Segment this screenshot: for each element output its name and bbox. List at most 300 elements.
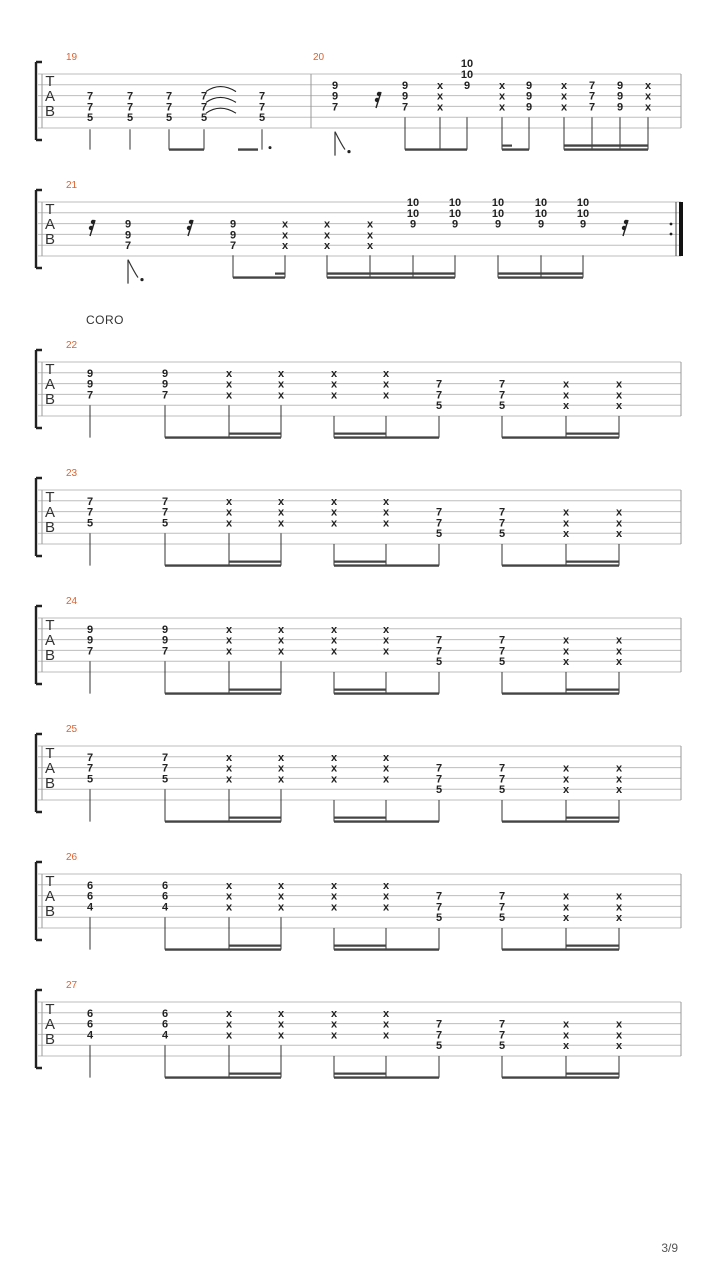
- fret-number: 5: [86, 517, 94, 530]
- muted-note: x: [644, 90, 652, 103]
- muted-note: x: [277, 645, 285, 658]
- muted-note: x: [382, 378, 390, 391]
- muted-note: x: [615, 1029, 623, 1042]
- muted-note: x: [330, 623, 338, 636]
- fret-number: 10: [460, 58, 474, 71]
- muted-note: x: [277, 389, 285, 402]
- fret-number: 9: [331, 90, 339, 103]
- fret-number: 9: [229, 218, 237, 231]
- muted-note: x: [225, 1029, 233, 1042]
- tab-clef-letter: A: [44, 88, 56, 105]
- fret-number: 7: [435, 901, 443, 914]
- muted-note: x: [330, 389, 338, 402]
- dot: [347, 150, 350, 153]
- muted-note: x: [330, 1007, 338, 1020]
- fret-number: 5: [161, 773, 169, 786]
- fret-number: 9: [161, 634, 169, 647]
- tab-clef-letter: B: [44, 775, 56, 792]
- fret-number: 5: [498, 1040, 506, 1053]
- fret-number: 7: [86, 506, 94, 519]
- fret-number: 7: [498, 1018, 506, 1031]
- fret-number: 5: [498, 528, 506, 541]
- fret-number: 5: [435, 1040, 443, 1053]
- fret-number: 5: [435, 912, 443, 925]
- measure-number: 26: [66, 852, 78, 863]
- muted-note: x: [366, 240, 374, 253]
- fret-number: 9: [579, 218, 587, 231]
- fret-number: 5: [435, 784, 443, 797]
- fret-number: 9: [86, 378, 94, 391]
- fret-number: 5: [498, 656, 506, 669]
- muted-note: x: [330, 367, 338, 380]
- fret-number: 9: [537, 218, 545, 231]
- fret-number: 5: [498, 400, 506, 413]
- fret-number: 7: [200, 101, 208, 114]
- fret-number: 6: [161, 879, 169, 892]
- fret-number: 9: [409, 218, 417, 231]
- fret-number: 4: [86, 1029, 94, 1042]
- tab-clef-letter: T: [45, 73, 55, 90]
- muted-note: x: [330, 890, 338, 903]
- measure-number: 23: [66, 468, 78, 479]
- fret-number: 6: [161, 1007, 169, 1020]
- tie-curve: [206, 87, 236, 92]
- fret-number: 10: [491, 197, 505, 209]
- fret-number: 9: [401, 90, 409, 103]
- muted-note: x: [382, 634, 390, 647]
- muted-note: x: [436, 101, 444, 114]
- tab-clef-letter: A: [44, 376, 56, 393]
- muted-note: x: [498, 90, 506, 103]
- muted-note: x: [225, 751, 233, 764]
- tab-clef-letter: B: [44, 519, 56, 536]
- repeat-dot: [670, 223, 673, 226]
- fret-number: 9: [229, 229, 237, 242]
- muted-note: x: [225, 645, 233, 658]
- fret-number: 9: [331, 79, 339, 92]
- muted-note: x: [562, 1029, 570, 1042]
- fret-number: 7: [126, 101, 134, 114]
- muted-note: x: [615, 901, 623, 914]
- note-flag: [128, 260, 138, 284]
- fret-number: 7: [165, 90, 173, 103]
- fret-number: 9: [86, 367, 94, 380]
- muted-note: x: [436, 90, 444, 103]
- fret-number: 7: [161, 762, 169, 775]
- section-label-coro: CORO: [86, 313, 124, 327]
- muted-note: x: [330, 495, 338, 508]
- muted-note: x: [562, 528, 570, 541]
- muted-note: x: [330, 1018, 338, 1031]
- fret-number: 7: [498, 1029, 506, 1042]
- muted-note: x: [225, 762, 233, 775]
- fret-number: 7: [498, 634, 506, 647]
- muted-note: x: [562, 912, 570, 925]
- fret-number: 7: [401, 101, 409, 114]
- muted-note: x: [562, 773, 570, 786]
- muted-note: x: [562, 634, 570, 647]
- fret-number: 7: [435, 773, 443, 786]
- fret-number: 7: [86, 90, 94, 103]
- muted-note: x: [382, 389, 390, 402]
- fret-number: 7: [498, 773, 506, 786]
- fret-number: 7: [86, 751, 94, 764]
- fret-number: 9: [401, 79, 409, 92]
- muted-note: x: [277, 1029, 285, 1042]
- page-number: 3/9: [661, 1241, 678, 1255]
- fret-number: 9: [463, 79, 471, 92]
- muted-note: x: [366, 218, 374, 231]
- fret-number: 7: [435, 645, 443, 658]
- fret-number: 7: [435, 517, 443, 530]
- muted-note: x: [225, 773, 233, 786]
- muted-note: x: [277, 378, 285, 391]
- muted-note: x: [562, 1018, 570, 1031]
- muted-note: x: [225, 506, 233, 519]
- tab-clef-letter: B: [44, 391, 56, 408]
- muted-note: x: [330, 879, 338, 892]
- muted-note: x: [382, 495, 390, 508]
- tab-clef-letter: B: [44, 103, 56, 120]
- muted-note: x: [225, 1007, 233, 1020]
- tie-curve: [206, 97, 236, 102]
- muted-note: x: [277, 634, 285, 647]
- fret-number: 7: [258, 101, 266, 114]
- muted-note: x: [382, 623, 390, 636]
- muted-note: x: [615, 517, 623, 530]
- fret-number: 10: [576, 207, 590, 220]
- fret-number: 7: [498, 378, 506, 391]
- muted-note: x: [562, 517, 570, 530]
- fret-number: 9: [525, 101, 533, 114]
- fret-number: 5: [86, 773, 94, 786]
- muted-note: x: [562, 656, 570, 669]
- fret-number: 9: [124, 218, 132, 231]
- fret-number: 5: [435, 656, 443, 669]
- fret-number: 10: [491, 207, 505, 220]
- fret-number: 7: [161, 751, 169, 764]
- tab-clef-letter: B: [44, 647, 56, 664]
- muted-note: x: [330, 378, 338, 391]
- muted-note: x: [323, 218, 331, 231]
- muted-note: x: [615, 634, 623, 647]
- fret-number: 10: [448, 197, 462, 209]
- fret-number: 7: [86, 495, 94, 508]
- fret-number: 7: [435, 389, 443, 402]
- measure-number: 21: [66, 180, 78, 191]
- fret-number: 7: [165, 101, 173, 114]
- fret-number: 7: [86, 101, 94, 114]
- tab-clef-letter: A: [44, 504, 56, 521]
- muted-note: x: [562, 506, 570, 519]
- fret-number: 6: [86, 890, 94, 903]
- fret-number: 10: [460, 69, 474, 81]
- tab-clef-letter: T: [45, 489, 55, 506]
- tab-clef-letter: A: [44, 760, 56, 777]
- fret-number: 9: [525, 90, 533, 103]
- muted-note: x: [277, 1018, 285, 1031]
- muted-note: x: [382, 751, 390, 764]
- fret-number: 7: [435, 634, 443, 647]
- fret-number: 4: [86, 901, 94, 914]
- fret-number: 6: [161, 890, 169, 903]
- rest-dot: [377, 92, 381, 96]
- muted-note: x: [382, 890, 390, 903]
- muted-note: x: [562, 400, 570, 413]
- fret-number: 7: [435, 762, 443, 775]
- muted-note: x: [225, 389, 233, 402]
- muted-note: x: [615, 912, 623, 925]
- muted-note: x: [615, 506, 623, 519]
- muted-note: x: [330, 506, 338, 519]
- fret-number: 7: [331, 101, 339, 114]
- fret-number: 6: [86, 879, 94, 892]
- fret-number: 6: [86, 1018, 94, 1031]
- fret-number: 7: [200, 90, 208, 103]
- fret-number: 5: [258, 112, 266, 125]
- fret-number: 7: [161, 645, 169, 658]
- muted-note: x: [644, 79, 652, 92]
- fret-number: 7: [161, 389, 169, 402]
- muted-note: x: [382, 517, 390, 530]
- muted-note: x: [382, 645, 390, 658]
- fret-number: 7: [124, 240, 132, 253]
- fret-number: 5: [86, 112, 94, 125]
- tab-clef-letter: T: [45, 873, 55, 890]
- muted-note: x: [615, 378, 623, 391]
- muted-note: x: [330, 751, 338, 764]
- muted-note: x: [615, 528, 623, 541]
- fret-number: 7: [588, 90, 596, 103]
- fret-number: 7: [86, 762, 94, 775]
- muted-note: x: [562, 378, 570, 391]
- muted-note: x: [277, 623, 285, 636]
- fret-number: 7: [498, 506, 506, 519]
- muted-note: x: [615, 762, 623, 775]
- fret-number: 7: [498, 517, 506, 530]
- muted-note: x: [225, 623, 233, 636]
- muted-note: x: [382, 367, 390, 380]
- muted-note: x: [277, 879, 285, 892]
- rest-dot: [91, 220, 95, 224]
- fret-number: 10: [534, 207, 548, 220]
- fret-number: 5: [435, 400, 443, 413]
- fret-number: 10: [534, 197, 548, 209]
- muted-note: x: [382, 773, 390, 786]
- muted-note: x: [615, 645, 623, 658]
- muted-note: x: [562, 784, 570, 797]
- muted-note: x: [225, 901, 233, 914]
- fret-number: 4: [161, 901, 169, 914]
- muted-note: x: [615, 784, 623, 797]
- muted-note: x: [560, 79, 568, 92]
- fret-number: 7: [435, 1018, 443, 1031]
- fret-number: 7: [498, 890, 506, 903]
- muted-note: x: [560, 101, 568, 114]
- muted-note: x: [277, 751, 285, 764]
- fret-number: 7: [435, 378, 443, 391]
- muted-note: x: [330, 1029, 338, 1042]
- fret-number: 9: [86, 634, 94, 647]
- tab-clef-letter: T: [45, 201, 55, 218]
- muted-note: x: [277, 890, 285, 903]
- muted-note: x: [281, 218, 289, 231]
- muted-note: x: [615, 890, 623, 903]
- tab-clef-letter: A: [44, 888, 56, 905]
- fret-number: 5: [498, 912, 506, 925]
- muted-note: x: [562, 890, 570, 903]
- dot: [269, 146, 272, 149]
- fret-number: 7: [258, 90, 266, 103]
- fret-number: 9: [161, 378, 169, 391]
- muted-note: x: [225, 378, 233, 391]
- measure-number: 20: [313, 52, 325, 63]
- fret-number: 5: [161, 517, 169, 530]
- muted-note: x: [225, 634, 233, 647]
- fret-number: 9: [161, 623, 169, 636]
- fret-number: 7: [126, 90, 134, 103]
- rest-dot: [189, 220, 193, 224]
- muted-note: x: [382, 762, 390, 775]
- fret-number: 7: [498, 762, 506, 775]
- muted-note: x: [323, 240, 331, 253]
- fret-number: 7: [498, 645, 506, 658]
- muted-note: x: [277, 773, 285, 786]
- fret-number: 9: [451, 218, 459, 231]
- fret-number: 10: [406, 207, 420, 220]
- fret-number: 5: [200, 112, 208, 125]
- fret-number: 7: [498, 389, 506, 402]
- muted-note: x: [277, 367, 285, 380]
- muted-note: x: [277, 495, 285, 508]
- fret-number: 9: [525, 79, 533, 92]
- muted-note: x: [382, 1007, 390, 1020]
- muted-note: x: [330, 901, 338, 914]
- muted-note: x: [277, 901, 285, 914]
- muted-note: x: [225, 367, 233, 380]
- fret-number: 4: [161, 1029, 169, 1042]
- repeat-dot: [670, 233, 673, 236]
- muted-note: x: [615, 1018, 623, 1031]
- rest-dot: [187, 226, 191, 230]
- muted-note: x: [330, 773, 338, 786]
- muted-note: x: [225, 879, 233, 892]
- muted-note: x: [277, 517, 285, 530]
- tab-clef-letter: A: [44, 632, 56, 649]
- fret-number: 10: [448, 207, 462, 220]
- fret-number: 6: [161, 1018, 169, 1031]
- note-flag: [335, 132, 345, 156]
- muted-note: x: [330, 517, 338, 530]
- tab-clef-letter: T: [45, 745, 55, 762]
- fret-number: 5: [498, 784, 506, 797]
- muted-note: x: [562, 645, 570, 658]
- muted-note: x: [436, 79, 444, 92]
- fret-number: 7: [435, 506, 443, 519]
- muted-note: x: [615, 400, 623, 413]
- tie-curve: [206, 108, 236, 113]
- muted-note: x: [615, 773, 623, 786]
- rest-dot: [624, 220, 628, 224]
- fret-number: 6: [86, 1007, 94, 1020]
- rest-dot: [89, 226, 93, 230]
- fret-number: 7: [435, 890, 443, 903]
- measure-number: 27: [66, 980, 78, 991]
- dot: [140, 278, 143, 281]
- fret-number: 9: [494, 218, 502, 231]
- tab-clef-letter: A: [44, 1016, 56, 1033]
- muted-note: x: [382, 506, 390, 519]
- muted-note: x: [498, 101, 506, 114]
- fret-number: 7: [229, 240, 237, 253]
- muted-note: x: [382, 1029, 390, 1042]
- tab-clef-letter: T: [45, 361, 55, 378]
- muted-note: x: [277, 1007, 285, 1020]
- fret-number: 9: [616, 90, 624, 103]
- measure-number: 24: [66, 596, 78, 607]
- muted-note: x: [615, 389, 623, 402]
- muted-note: x: [330, 634, 338, 647]
- fret-number: 10: [576, 197, 590, 209]
- muted-note: x: [330, 762, 338, 775]
- muted-note: x: [615, 656, 623, 669]
- rest-dot: [622, 226, 626, 230]
- measure-number: 19: [66, 52, 78, 63]
- muted-note: x: [225, 495, 233, 508]
- muted-note: x: [562, 762, 570, 775]
- fret-number: 5: [165, 112, 173, 125]
- muted-note: x: [277, 762, 285, 775]
- fret-number: 7: [588, 79, 596, 92]
- muted-note: x: [498, 79, 506, 92]
- fret-number: 10: [406, 197, 420, 209]
- muted-note: x: [330, 645, 338, 658]
- fret-number: 7: [435, 1029, 443, 1042]
- muted-note: x: [281, 240, 289, 253]
- muted-note: x: [277, 506, 285, 519]
- muted-note: x: [281, 229, 289, 242]
- muted-note: x: [562, 389, 570, 402]
- tab-clef-letter: B: [44, 1031, 56, 1048]
- fret-number: 7: [498, 901, 506, 914]
- fret-number: 9: [616, 79, 624, 92]
- muted-note: x: [225, 517, 233, 530]
- tab-clef-letter: T: [45, 617, 55, 634]
- muted-note: x: [382, 1018, 390, 1031]
- muted-note: x: [562, 901, 570, 914]
- measure-number: 22: [66, 340, 78, 351]
- muted-note: x: [323, 229, 331, 242]
- fret-number: 7: [161, 506, 169, 519]
- muted-note: x: [366, 229, 374, 242]
- tab-clef-letter: B: [44, 231, 56, 248]
- muted-note: x: [644, 101, 652, 114]
- rest-dot: [375, 98, 379, 102]
- tab-clef-letter: B: [44, 903, 56, 920]
- muted-note: x: [562, 1040, 570, 1053]
- tab-clef-letter: A: [44, 216, 56, 233]
- muted-note: x: [560, 90, 568, 103]
- tab-clef-letter: T: [45, 1001, 55, 1018]
- fret-number: 9: [124, 229, 132, 242]
- fret-number: 7: [86, 645, 94, 658]
- muted-note: x: [382, 879, 390, 892]
- fret-number: 5: [435, 528, 443, 541]
- muted-note: x: [615, 1040, 623, 1053]
- muted-note: x: [225, 1018, 233, 1031]
- fret-number: 9: [616, 101, 624, 114]
- fret-number: 7: [588, 101, 596, 114]
